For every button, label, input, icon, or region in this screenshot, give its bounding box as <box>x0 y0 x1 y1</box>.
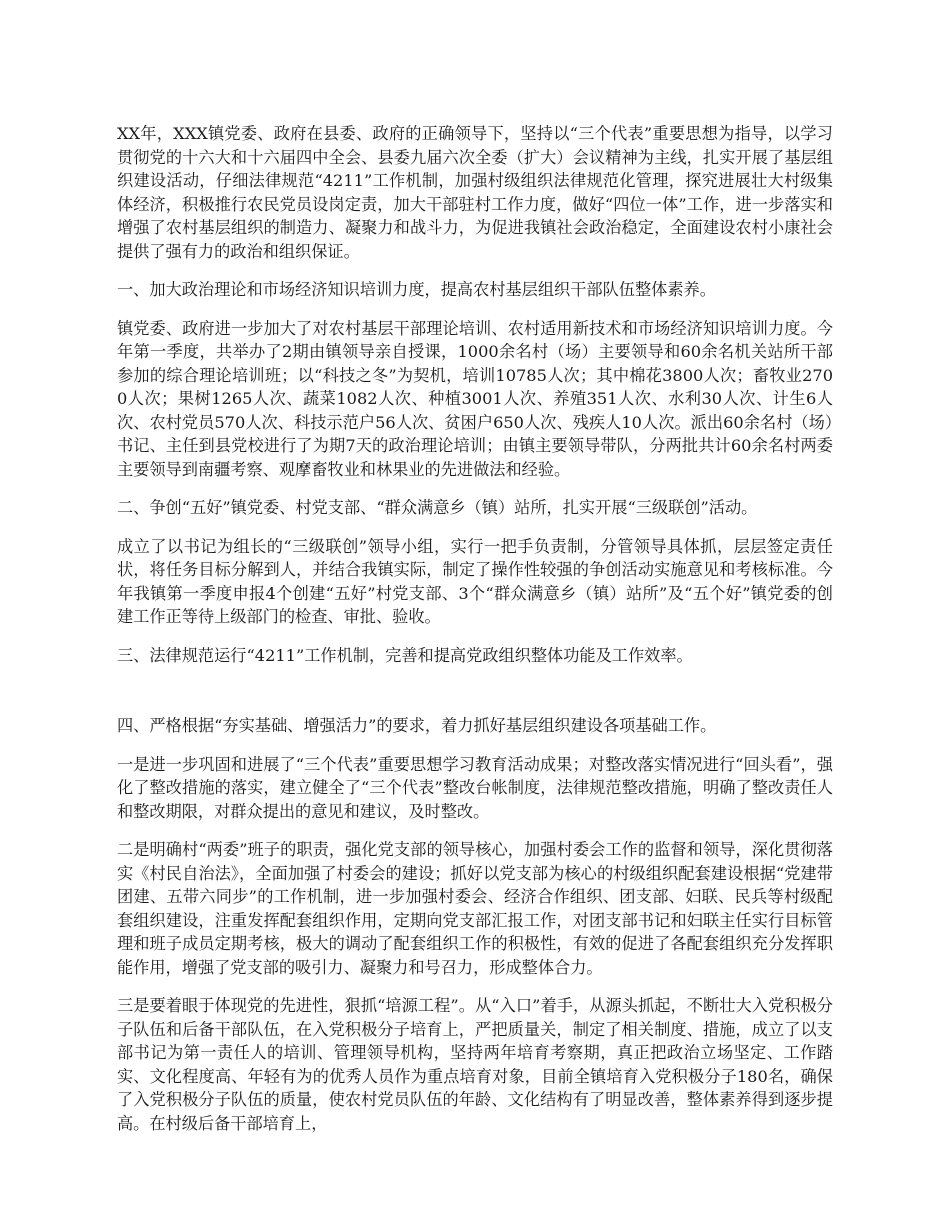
section-heading-1: 一、加大政治理论和市场经济知识培训力度，提高农村基层组织干部队伍整体素养。 <box>117 280 716 299</box>
document-body <box>117 122 833 1135</box>
section-4-item-2: 二是明确村“两委”班子的职责，强化党支部的领导核心，加强村委会工作的监督和领导，深化贯彻落实《村民自治法》，全面加强了村委会的建设；抓好以党支部为核心的村级组织配套建设根据“党建带团建、五带六同步”的工作机制，进一步加强村委会、经济合作组织、团支部、妇联、民兵等村级配套组织建设，注重发挥配套组织作用，定期向党支部汇报工作，对团支部书记和妇联主任实行目标管理和班子成员定期考核，极大的调动了配套组织工作的积极性，有效的促进了各配套组织充分发挥职能作用，增强了党支部的吸引力、凝聚力和号召力，形成整体合力。 <box>117 840 833 977</box>
section-2-paragraph: 成立了以书记为组长的“三级联创”领导小组，实行一把手负责制，分管领导具体抓，层层签定责任状，将任务目标分解到人，并结合我镇实际，制定了操作性较强的争创活动实施意见和考核标准。今年我镇第一季度申报4个创建“五好”村党支部、3个“群众满意乡（镇）站所”及“五个好”镇党委的创建工作正等待上级部门的检查、审批、验收。 <box>117 536 833 626</box>
section-heading-3: 三、法律规范运行“4211”工作机制，完善和提高党政组织整体功能及工作效率。 <box>117 645 693 665</box>
section-heading-4: 四、严格根据“夯实基础、增强活力”的要求，着力抓好基层组织建设各项基础工作。 <box>117 716 717 735</box>
section-heading-2: 二、争创“五好”镇党委、村党支部、“群众满意乡（镇）站所，扎实开展“三级联创”活动。 <box>117 498 758 517</box>
intro-paragraph: XX年，XXX镇党委、政府在县委、政府的正确领导下，坚持以“三个代表”重要思想为指导，以学习贯彻党的十六大和十六届四中全会、县委九届六次全委（扩大）会议精神为主线，扎实开展了基层组织建设活动，仔细法律规范“4211”工作机制，加强村级组织法律规范化管理，探究进展壮大村级集体经济，积极推行农民党员设岗定责，加大干部驻村工作力度，做好“四位一体”工作，进一步落实和增强了农村基层组织的制造力、凝聚力和战斗力，为促进我镇社会政治稳定，全面建设农村小康社会提供了强有力的政治和组织保证。 <box>117 124 833 261</box>
section-4-item-3: 三是要着眼于体现党的先进性，狠抓“培源工程”。从“入口”着手，从源头抓起，不断壮大入党积极分子队伍和后备干部队伍，在入党积极分子培育上，严把质量关，制定了相关制度、措施，成立了以支部书记为第一责任人的培训、管理领导机构，坚持两年培育考察期，真正把政治立场坚定、工作踏实、文化程度高、年轻有为的优秀人员作为重点培育对象，目前全镇培育入党积极分子180名，确保了入党积极分子队伍的质量，使农村党员队伍的年龄、文化结构有了明显改善，整体素养得到逐步提高。在村级后备干部培育上， <box>117 996 833 1133</box>
section-4-item-1: 一是进一步巩固和进展了“三个代表”重要思想学习教育活动成果；对整改落实情况进行“回头看”，强化了整改措施的落实，建立健全了“三个代表”整改台帐制度，法律规范整改措施，明确了整改责任人和整改期限，对群众提出的意见和建议，及时整改。 <box>117 754 833 821</box>
section-1-paragraph: 镇党委、政府进一步加大了对农村基层干部理论培训、农村适用新技术和市场经济知识培训力度。今年第一季度，共举办了2期由镇领导亲自授课，1000余名村（场）主要领导和60余名机关站所干部参加的综合理论培训班；以“科技之冬”为契机，培训10785人次；其中棉花3800人次；畜牧业2700人次；果树1265人次、蔬菜1082人次、种植3001人次、养殖351人次、水利30人次、计生6人次、农村党员570人次、科技示范户56人次、贫困户650人次、残疾人10人次。派出60余名村（场）书记、主任到县党校进行了为期7天的政治理论培训；由镇主要领导带队，分两批共计60余名村两委主要领导到南疆考察、观摩畜牧业和林果业的先进做法和经验。 <box>117 318 833 479</box>
